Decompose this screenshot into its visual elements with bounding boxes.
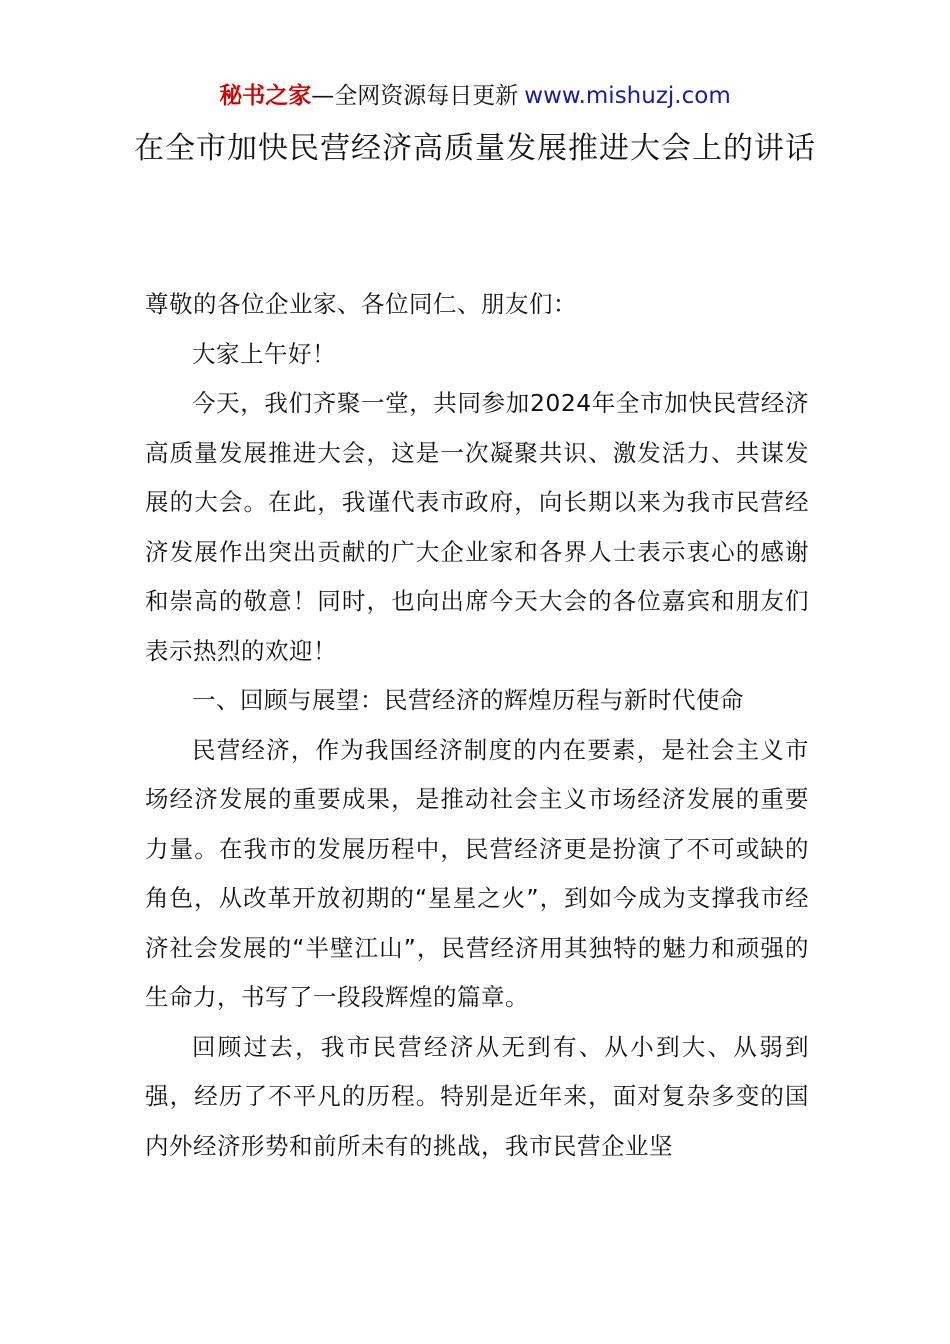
site-header (0, 80, 950, 112)
paragraph-body: 回顾过去，我市民营经济从无到有、从小到大、从弱到强，经历了不平凡的历程。特别是近年来，面对复杂多变的国内外经济形势和前所未有的挑战，我市民营企业坚 (145, 1032, 809, 1160)
document-title: 在全市加快民营经济高质量发展推进大会上的讲话 (134, 131, 816, 166)
header-tagline: —全网资源每日更新 (311, 83, 519, 109)
brand-name: 秘书之家 (219, 83, 312, 109)
paragraph-body: 民营经济，作为我国经济制度的内在要素，是社会主义市场经济发展的重要成果，是推动社会主义市场经济发展的重要力量。在我市的发展历程中，民营经济更是扮演了不可或缺的角色，从改革开放初期的“星星之火”，到如今成为支撑我市经济社会发展的“半壁江山”，民营经济用其独特的魅力和顽强的生命力，书写了一段段辉煌的篇章。 (145, 735, 809, 1011)
paragraph-opening: 今天，我们齐聚一堂，共同参加2024年全市加快民营经济高质量发展推进大会，这是一次凝聚共识、激发活力、共谋发展的大会。在此，我谨代表市政府，向长期以来为我市民营经济发展作出突出贡献的广大企业家和各界人士表示衷心的感谢和崇高的敬意！同时，也向出席今天大会的各位嘉宾和朋友们表示热烈的欢迎！ (145, 389, 809, 665)
section-heading: 一、回顾与展望：民营经济的辉煌历程与新时代使命 (192, 686, 744, 714)
paragraph-greeting: 大家上午好！ (192, 339, 336, 368)
document-body (145, 280, 809, 1171)
site-url-link[interactable]: www.mishuzj.com (524, 83, 731, 109)
salutation: 尊敬的各位企业家、各位同仁、朋友们： (145, 290, 577, 318)
